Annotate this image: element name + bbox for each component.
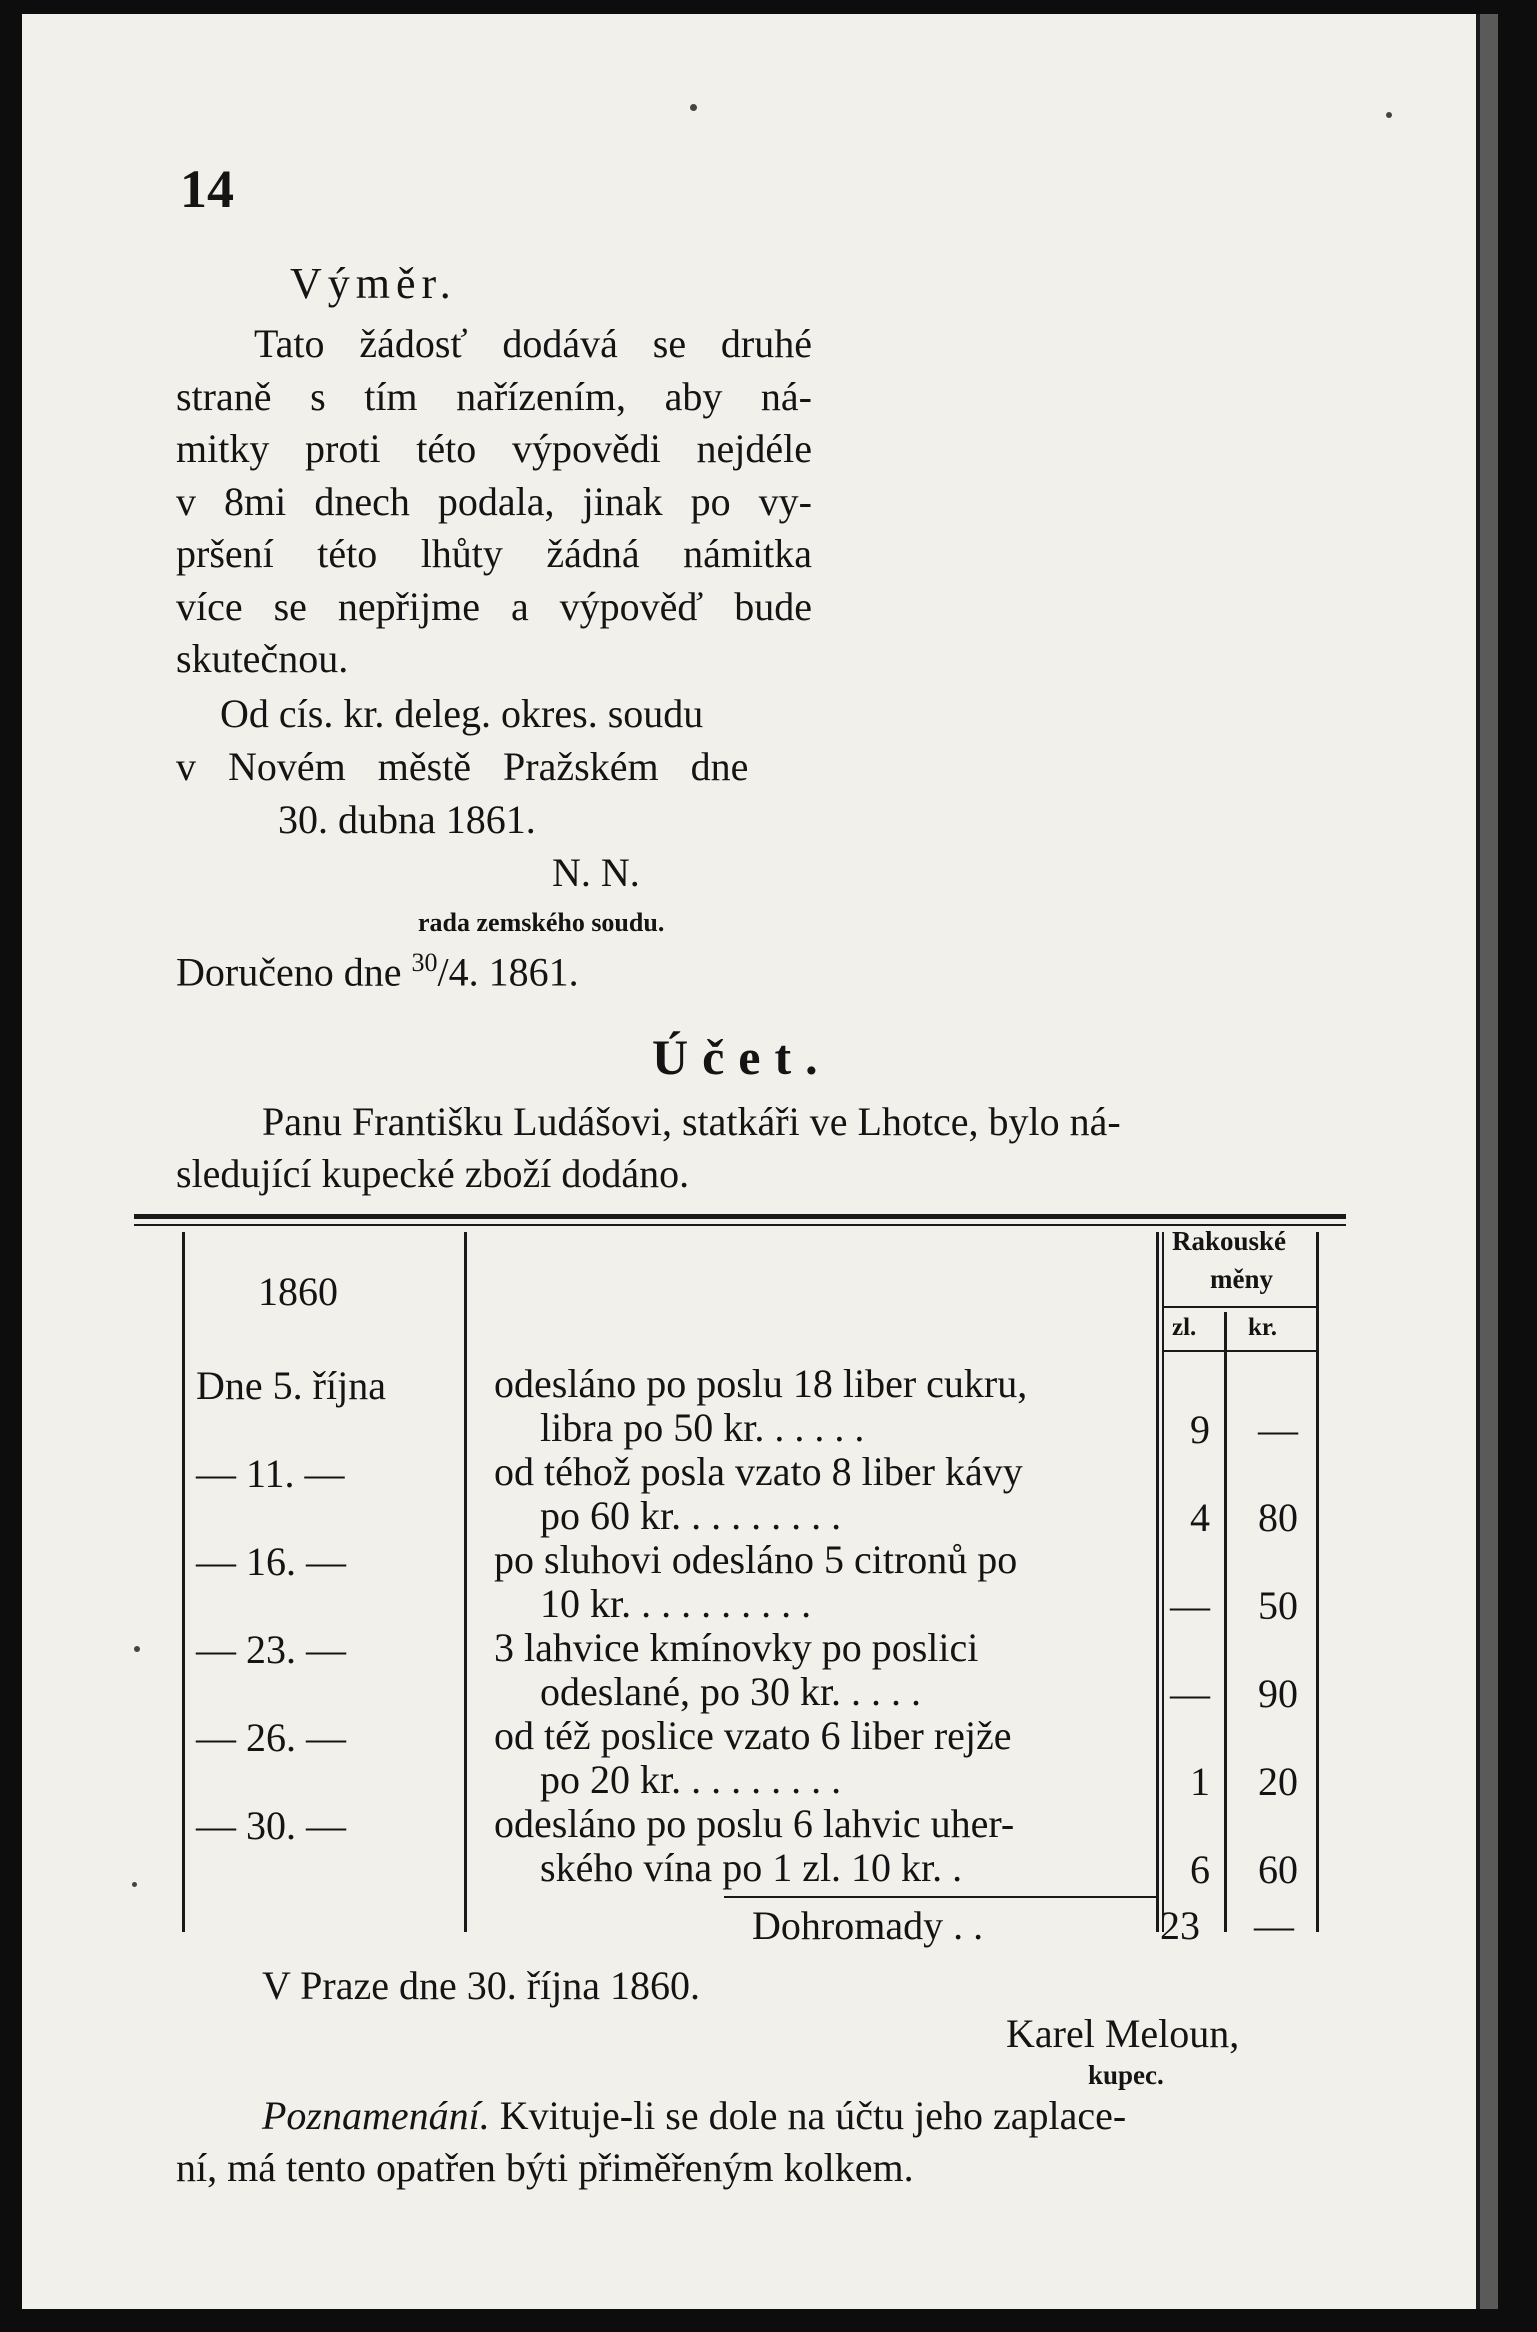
signer-role: rada zemského soudu. — [418, 908, 665, 937]
row-description — [494, 1714, 1124, 1802]
row-desc-line: po 20 kr. . . . . . . . . — [540, 1757, 842, 1802]
row-description — [494, 1626, 1124, 1714]
signer-name: N. N. — [552, 850, 640, 895]
row-date: — 23. — — [196, 1627, 346, 1672]
merchant-name: Karel Meloun, — [1006, 2011, 1240, 2056]
vymer-line: Tato žádosť dodává se druhé — [254, 321, 812, 366]
row-desc-line: odesláno po poslu 6 lahvic uher- — [494, 1801, 1015, 1846]
court-line: Od cís. kr. deleg. okres. soudu — [220, 691, 704, 736]
row-zl: 1 — [1190, 1759, 1210, 1804]
row-desc-line: libra po 50 kr. . . . . . — [540, 1405, 865, 1450]
row-date: — 30. — — [196, 1803, 346, 1848]
row-zl: 6 — [1190, 1847, 1210, 1892]
vymer-line: straně s tím nařízením, aby ná- — [176, 373, 812, 419]
row-date: — 16. — — [196, 1539, 346, 1584]
row-kr: 90 — [1258, 1671, 1298, 1716]
row-zl: 4 — [1190, 1495, 1210, 1540]
currency-subheader: měny — [1210, 1264, 1273, 1294]
row-kr: 60 — [1258, 1847, 1298, 1892]
row-desc-line: 10 kr. . . . . . . . . . — [540, 1581, 812, 1626]
vymer-line: skutečnou. — [176, 636, 349, 681]
row-description — [494, 1538, 1124, 1626]
row-description — [494, 1362, 1124, 1450]
note-text: Kvituje-li se dole na účtu jeho zaplace- — [489, 2093, 1127, 2138]
delivered-date — [176, 948, 579, 995]
ucet-intro-line: sledující kupecké zboží dodáno. — [176, 1151, 690, 1196]
vymer-title: Výměr. — [290, 259, 457, 308]
column-kr-header: kr. — [1248, 1314, 1277, 1341]
row-kr: 80 — [1258, 1495, 1298, 1540]
row-desc-line: od též poslice vzato 6 liber rejže — [494, 1713, 1012, 1758]
place-date: V Praze dne 30. října 1860. — [262, 1963, 701, 2008]
row-desc-line: odeslané, po 30 kr. . . . . — [540, 1669, 922, 1714]
row-date: — 26. — — [196, 1715, 346, 1760]
table-year: 1860 — [258, 1269, 338, 1314]
table-left-border — [182, 1232, 185, 1932]
total-kr: — — [1254, 1903, 1294, 1948]
row-zl: — — [1170, 1671, 1210, 1716]
table-header-rule — [1164, 1350, 1316, 1352]
row-kr: 50 — [1258, 1583, 1298, 1628]
row-date: — 11. — — [196, 1451, 345, 1496]
vymer-line: pršení této lhůty žádná námitka — [176, 531, 812, 576]
row-desc-line: po sluhovi odesláno 5 citronů po — [494, 1537, 1018, 1582]
page-edge-strip — [1480, 14, 1498, 2309]
table-currency-rule — [1164, 1306, 1316, 1308]
page-number: 14 — [180, 159, 234, 219]
table-date-divider — [464, 1232, 467, 1932]
vymer-line: mitky proti této výpovědi nejdéle — [176, 426, 812, 471]
total-label: Dohromady . . — [752, 1903, 984, 1948]
row-date: Dne 5. října — [196, 1363, 386, 1408]
row-kr: — — [1258, 1407, 1298, 1452]
delivered-day: 30 — [411, 948, 438, 977]
row-description — [494, 1802, 1124, 1890]
vymer-line: v 8mi dnech podala, jinak po vy- — [176, 478, 812, 524]
total-zl: 23 — [1160, 1903, 1200, 1948]
table-zl-kr-divider — [1224, 1312, 1227, 1932]
court-line: v Novém městě Pražském dne — [176, 744, 749, 789]
merchant-role: kupec. — [1088, 2060, 1164, 2090]
row-desc-line: odesláno po poslu 18 liber cukru, — [494, 1361, 1028, 1406]
ucet-title: Účet. — [652, 1029, 832, 1085]
note-label: Poznamenání. — [262, 2093, 490, 2138]
vymer-line: více se nepřijme a výpověď bude — [176, 583, 812, 629]
vymer-body — [176, 318, 812, 686]
row-desc-line: po 60 kr. . . . . . . . . — [540, 1493, 842, 1538]
delivered-prefix: Doručeno dne — [176, 949, 412, 995]
row-kr: 20 — [1258, 1759, 1298, 1804]
print-speck — [1386, 112, 1392, 118]
print-speck — [132, 1882, 137, 1887]
print-speck — [134, 1646, 140, 1652]
table-top-rule-thin — [134, 1224, 1346, 1226]
table-top-rule — [134, 1214, 1346, 1219]
row-description — [494, 1450, 1124, 1538]
row-zl: — — [1170, 1583, 1210, 1628]
column-zl-header: zl. — [1172, 1314, 1197, 1341]
note-line — [262, 2092, 1126, 2139]
ucet-intro-line: Panu Františku Ludášovi, statkáři ve Lhotce, bylo ná- — [262, 1099, 1121, 1144]
court-date: 30. dubna 1861. — [278, 797, 536, 842]
note-line: ní, má tento opatřen býti přiměřeným kolkem. — [176, 2145, 914, 2190]
row-desc-line: 3 lahvice kmínovky po poslici — [494, 1625, 979, 1670]
table-sum-rule — [724, 1896, 1156, 1898]
currency-header: Rakouské — [1172, 1226, 1287, 1256]
print-speck — [690, 104, 697, 111]
row-desc-line: ského vína po 1 zl. 10 kr. . — [540, 1845, 963, 1890]
row-desc-line: od téhož posla vzato 8 liber kávy — [494, 1449, 1023, 1494]
row-zl: 9 — [1190, 1407, 1210, 1452]
delivered-suffix: /4. 1861. — [437, 949, 579, 995]
